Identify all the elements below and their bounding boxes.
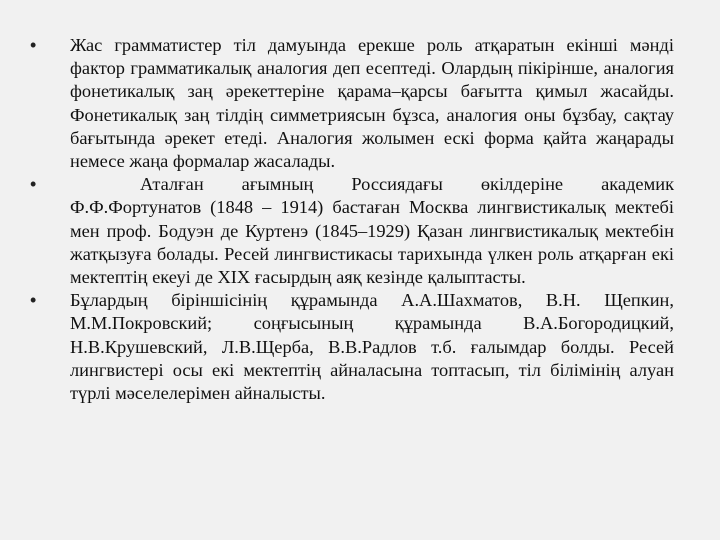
bullet-text-2: Аталған ағымның Россиядағы өкілдеріне академик Ф.Ф.Фортунатов (1848 – 1914) бастаған Москва лингвистикалық мектебі мен проф. Бодуэн де Куртенэ (1845–1929) Қазан лингвистикалық мектебін жатқызуға болады. Ресей лингвистикасы тарихында үлкен роль атқарған екі мектептің екеуі де XIX ғасырдың аяқ кезінде қалыптасты. [70,174,674,288]
bullet-text-1: Жас грамматистер тіл дамуында ерекше роль атқаратын екінші мәнді фактор грамматикалық аналогия деп есептеді. Олардың пікірінше, аналогия фонетикалық заң әрекеттеріне қарама–қарсы бағытта қимыл жасайды. Фонетикалық заң тілдің симметриясын бұзса, аналогия оны бұзбау, сақтау бағытында әрекет етеді. Аналогия жолымен ескі форма қайта жаңарады немесе жаңа формалар жасалады. [70,35,674,172]
bullet-list [30,34,674,405]
bullet-item-2 [30,173,674,289]
bullet-icon: • [30,290,37,311]
bullet-item-1 [30,34,674,173]
bullet-icon: • [30,174,37,195]
bullet-item-3 [30,289,674,405]
bullet-text-3: Бұлардың біріншісінің құрамында А.А.Шахматов, В.Н. Щепкин, М.М.Покровский; соңғысының құрамында В.А.Богородицкий, Н.В.Крушевский, Л.В.Щерба, В.В.Радлов т.б. ғалымдар болды. Ресей лингвистері осы екі мектептің айналасына топтасып, тіл білімінің алуан түрлі мәселелерімен айналысты. [70,290,674,404]
bullet-icon: • [30,35,37,55]
